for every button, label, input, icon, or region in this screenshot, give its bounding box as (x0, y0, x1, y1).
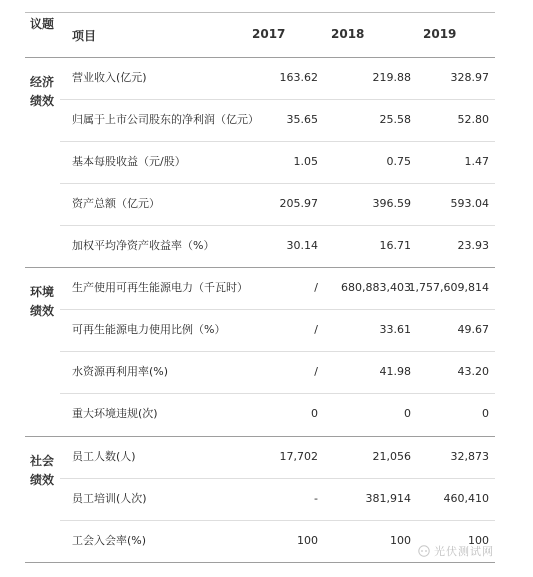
value-2017: 100 (297, 534, 318, 547)
header-topic: 议题 (30, 17, 55, 31)
table-row (60, 183, 495, 225)
value-2017: 163.62 (279, 71, 318, 84)
header-item: 项目 (72, 29, 97, 43)
row-label: 归属于上市公司股东的净利润（亿元） (72, 113, 259, 126)
value-2019: 593.04 (450, 197, 489, 210)
value-2019: 328.97 (450, 71, 489, 84)
header-year-2017: 2017 (252, 27, 286, 41)
value-2017: 205.97 (279, 197, 318, 210)
value-2019: 49.67 (457, 323, 489, 336)
value-2019: 1,757,609,814 (408, 281, 489, 294)
header-year-2019: 2019 (423, 27, 457, 41)
table-bottom-rule (25, 562, 495, 563)
value-2018: 0 (404, 407, 411, 420)
value-2018: 396.59 (372, 197, 411, 210)
value-2019: 1.47 (464, 155, 489, 168)
value-2019: 52.80 (457, 113, 489, 126)
table-row (60, 225, 495, 267)
value-2017: - (314, 492, 318, 505)
table-row (60, 57, 495, 99)
header-year-2018: 2018 (331, 27, 365, 41)
value-2019: 0 (482, 407, 489, 420)
table-row (60, 99, 495, 141)
row-label: 工会入会率(%) (72, 534, 147, 547)
table-row (60, 309, 495, 351)
row-label: 生产使用可再生能源电力（千瓦时） (72, 281, 248, 294)
value-2019: 460,410 (443, 492, 489, 505)
watermark-text: 光伏测试网 (434, 545, 494, 558)
row-label: 可再生能源电力使用比例（%） (72, 323, 226, 336)
value-2018: 219.88 (372, 71, 411, 84)
value-2018: 680,883,403 (341, 281, 411, 294)
row-label: 重大环境违规(次) (72, 407, 158, 420)
table-row (60, 351, 495, 393)
value-2018: 41.98 (379, 365, 411, 378)
value-2017: / (314, 323, 318, 336)
value-2018: 100 (390, 534, 411, 547)
value-2018: 25.58 (379, 113, 411, 126)
row-label: 水资源再利用率(%) (72, 365, 169, 378)
value-2017: 30.14 (286, 239, 318, 252)
table-row (60, 436, 495, 478)
value-2017: 35.65 (286, 113, 318, 126)
row-label: 员工人数(人) (72, 450, 136, 463)
value-2017: / (314, 281, 318, 294)
value-2018: 21,056 (372, 450, 411, 463)
chat-bubble-icon (418, 545, 430, 557)
watermark (418, 540, 523, 562)
value-2017: 1.05 (293, 155, 318, 168)
table-row (60, 267, 495, 309)
value-2018: 0.75 (386, 155, 411, 168)
row-label: 资产总额（亿元） (72, 197, 160, 210)
value-2019: 23.93 (457, 239, 489, 252)
value-2019: 100 (468, 534, 489, 547)
row-label: 营业收入(亿元) (72, 71, 147, 84)
row-label: 加权平均净资产收益率（%） (72, 239, 215, 252)
table-row (60, 393, 495, 435)
section-environment-label: 环境 绩效 (30, 285, 55, 318)
section-social-label: 社会 绩效 (30, 454, 55, 487)
table-top-rule (25, 12, 495, 13)
table-row (60, 141, 495, 183)
value-2017: 17,702 (279, 450, 318, 463)
value-2019: 43.20 (457, 365, 489, 378)
value-2018: 16.71 (379, 239, 411, 252)
value-2018: 33.61 (379, 323, 411, 336)
row-label: 基本每股收益（元/股） (72, 155, 186, 168)
table-row (60, 478, 495, 520)
row-label: 员工培训(人次) (72, 492, 147, 505)
value-2017: 0 (311, 407, 318, 420)
value-2017: / (314, 365, 318, 378)
section-economic-label: 经济 绩效 (30, 75, 55, 108)
value-2019: 32,873 (450, 450, 489, 463)
value-2018: 381,914 (365, 492, 411, 505)
